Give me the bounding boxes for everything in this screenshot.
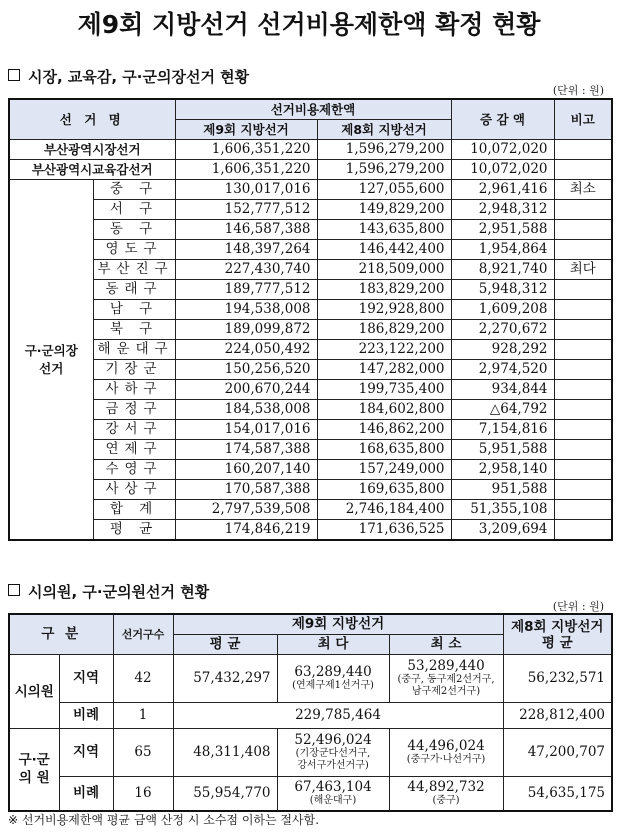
row-min-note-2: 남구제2선거구) <box>411 686 481 697</box>
row-ninth: 154,017,016 <box>175 420 317 440</box>
row-eighth: 169,635,800 <box>317 480 451 500</box>
row-ninth: 152,777,512 <box>175 200 317 220</box>
row-eighth: 157,249,000 <box>317 460 451 480</box>
section2-unit: (단위 : 원) <box>552 600 604 613</box>
row-eighth: 56,232,571 <box>503 655 612 703</box>
table-row <box>9 380 612 400</box>
section1-unit: (단위 : 원) <box>552 84 604 97</box>
row-name: 해운대구 <box>93 340 175 360</box>
checkbox-square-icon <box>8 584 20 596</box>
row-name: 영도구 <box>93 240 175 260</box>
row-note <box>554 340 612 360</box>
row-type: 비례 <box>59 703 113 729</box>
header-districts: 선거구수 <box>113 614 173 655</box>
row-name: 남 구 <box>93 300 175 320</box>
page-title <box>72 6 547 44</box>
header-max: 최 다 <box>277 635 389 655</box>
row-eighth: 54,635,175 <box>503 777 612 811</box>
table-header-row <box>9 99 612 120</box>
row-name: 부산광역시장선거 <box>9 140 175 160</box>
header-avg: 평 균 <box>173 635 277 655</box>
row-eighth: 186,829,200 <box>317 320 451 340</box>
table-row <box>9 240 612 260</box>
row-eighth: 1,596,279,200 <box>317 140 451 160</box>
row-eighth: 192,928,800 <box>317 300 451 320</box>
row-note <box>554 480 612 500</box>
row-ninth: 189,777,512 <box>175 280 317 300</box>
row-eighth: 184,602,800 <box>317 400 451 420</box>
row-ninth: 189,099,872 <box>175 320 317 340</box>
header-name: 선 거 명 <box>9 99 175 140</box>
group-label-line1: 구·군의장 <box>24 342 78 358</box>
section2-heading-text: 시의원, 구·군의원선거 현황 <box>28 583 210 601</box>
row-name: 금정구 <box>93 400 175 420</box>
row-note: 최다 <box>554 260 612 280</box>
table-row <box>9 320 612 340</box>
row-name: 연제구 <box>93 440 175 460</box>
row-change: 2,270,672 <box>451 320 554 340</box>
row-note <box>554 200 612 220</box>
table-row <box>9 777 612 811</box>
row-ninth: 184,538,008 <box>175 400 317 420</box>
table-row <box>9 703 612 729</box>
row-change: 10,072,020 <box>451 160 554 180</box>
row-min <box>389 655 503 703</box>
row-ninth: 227,430,740 <box>175 260 317 280</box>
row-max-note-1: (기장군다선거구, <box>295 748 371 759</box>
row-eighth: 183,829,200 <box>317 280 451 300</box>
row-count: 42 <box>113 655 173 703</box>
row-ninth: 1,606,351,220 <box>175 140 317 160</box>
row-min-value: 53,289,440 <box>407 658 485 674</box>
row-max-value: 63,289,440 <box>294 664 372 680</box>
row-change: 2,961,416 <box>451 180 554 200</box>
row-change: 2,948,312 <box>451 200 554 220</box>
row-change: 2,958,140 <box>451 460 554 480</box>
row-count: 1 <box>113 703 173 729</box>
row-note <box>554 440 612 460</box>
header-limit: 선거비용제한액 <box>175 99 451 120</box>
table-row <box>9 260 612 280</box>
row-change: 10,072,020 <box>451 140 554 160</box>
row-name: 사하구 <box>93 380 175 400</box>
row-name: 동래구 <box>93 280 175 300</box>
row-avg: 55,954,770 <box>173 777 277 811</box>
table-row <box>9 340 612 360</box>
row-eighth: 199,735,400 <box>317 380 451 400</box>
row-eighth: 47,200,707 <box>503 729 612 777</box>
row-ninth: 2,797,539,508 <box>175 500 317 520</box>
row-eighth: 143,635,800 <box>317 220 451 240</box>
row-min <box>389 777 503 811</box>
row-max <box>277 655 389 703</box>
row-note <box>554 380 612 400</box>
group-label-line2: 선거 <box>39 360 64 376</box>
row-min-value: 44,892,732 <box>407 778 485 795</box>
header-ninth: 제9회 지방선거 <box>173 614 503 635</box>
header-note: 비고 <box>554 99 612 140</box>
section2-heading <box>8 581 209 602</box>
row-note <box>554 240 612 260</box>
row-name: 수영구 <box>93 460 175 480</box>
row-note: 최소 <box>554 180 612 200</box>
table-row <box>9 655 612 703</box>
row-note <box>554 140 612 160</box>
header-min: 최 소 <box>389 635 503 655</box>
row-name: 사상구 <box>93 480 175 500</box>
row-note <box>554 420 612 440</box>
limit-table <box>8 98 613 541</box>
header-eighth-line2: 평 균 <box>541 634 573 651</box>
table-row <box>9 400 612 420</box>
group-gu-line2: 의 원 <box>18 770 50 787</box>
row-ninth: 170,587,388 <box>175 480 317 500</box>
row-change: 7,154,816 <box>451 420 554 440</box>
table-row <box>9 440 612 460</box>
row-count: 16 <box>113 777 173 811</box>
row-change: 2,951,588 <box>451 220 554 240</box>
table-row <box>9 360 612 380</box>
page-title-text: 제9회 지방선거 선거비용제한액 확정 현황 <box>77 10 541 39</box>
row-ninth: 174,587,388 <box>175 440 317 460</box>
table-row <box>9 460 612 480</box>
row-eighth: 168,635,800 <box>317 440 451 460</box>
row-max-note-2: 강서구가선거구) <box>297 760 369 771</box>
row-eighth: 228,812,400 <box>503 703 612 729</box>
row-name: 중 구 <box>93 180 175 200</box>
row-name: 부산진구 <box>93 260 175 280</box>
row-change: 8,921,740 <box>451 260 554 280</box>
row-min-note-1: (중구, 동구제2선거구, <box>397 674 495 685</box>
table-row <box>9 729 612 777</box>
row-note <box>554 280 612 300</box>
table-row <box>9 280 612 300</box>
row-ninth: 160,207,140 <box>175 460 317 480</box>
table-row <box>9 140 612 160</box>
row-change: 5,951,588 <box>451 440 554 460</box>
row-note <box>554 520 612 541</box>
row-name: 합 계 <box>93 500 175 520</box>
row-eighth: 127,055,600 <box>317 180 451 200</box>
row-max-value: 52,496,024 <box>294 732 372 748</box>
row-change: 928,292 <box>451 340 554 360</box>
row-eighth: 147,282,000 <box>317 360 451 380</box>
row-change: 2,974,520 <box>451 360 554 380</box>
row-name: 부산광역시교육감선거 <box>9 160 175 180</box>
row-ninth: 224,050,492 <box>175 340 317 360</box>
row-ninth: 150,256,520 <box>175 360 317 380</box>
table-row <box>9 220 612 240</box>
row-change: 51,355,108 <box>451 500 554 520</box>
row-eighth: 171,636,525 <box>317 520 451 541</box>
row-change: 951,588 <box>451 480 554 500</box>
group-label <box>9 180 93 541</box>
row-ninth: 174,846,219 <box>175 520 317 541</box>
row-type: 지역 <box>59 729 113 777</box>
row-note <box>554 460 612 480</box>
row-eighth: 223,122,200 <box>317 340 451 360</box>
row-type: 지역 <box>59 655 113 703</box>
row-name: 서 구 <box>93 200 175 220</box>
row-name: 동 구 <box>93 220 175 240</box>
row-eighth: 146,862,200 <box>317 420 451 440</box>
row-change: 1,609,208 <box>451 300 554 320</box>
row-note <box>554 320 612 340</box>
row-count: 65 <box>113 729 173 777</box>
council-table <box>8 613 613 812</box>
row-eighth: 149,829,200 <box>317 200 451 220</box>
group-city: 시의원 <box>9 655 59 729</box>
row-avg: 48,311,408 <box>173 729 277 777</box>
table-row <box>9 520 612 541</box>
row-ninth: 130,017,016 <box>175 180 317 200</box>
footnote: ※ 선거비용제한액 평균 금액 산정 시 소수점 이하는 절사함. <box>8 813 320 827</box>
table-row <box>9 300 612 320</box>
row-max <box>277 729 389 777</box>
row-name: 평 균 <box>93 520 175 541</box>
header-eighth-line1: 제8회 지방선거 <box>511 618 604 635</box>
row-min-note: (중구) <box>432 794 460 806</box>
row-ninth: 148,397,264 <box>175 240 317 260</box>
row-note <box>554 360 612 380</box>
row-max <box>277 777 389 811</box>
group-gu <box>9 729 59 811</box>
checkbox-square-icon <box>8 69 20 81</box>
table-row <box>9 180 612 200</box>
table-row <box>9 420 612 440</box>
header-change: 증 감 액 <box>451 99 554 140</box>
row-max-value: 67,463,104 <box>294 778 372 795</box>
row-name: 강서구 <box>93 420 175 440</box>
header-eighth <box>503 614 612 655</box>
row-eighth: 1,596,279,200 <box>317 160 451 180</box>
section1-heading <box>8 66 249 87</box>
table-header-row <box>9 614 612 635</box>
header-ninth: 제9회 지방선거 <box>175 120 317 140</box>
group-gu-line1: 구·군 <box>18 752 50 769</box>
row-change: 934,844 <box>451 380 554 400</box>
row-ninth: 1,606,351,220 <box>175 160 317 180</box>
row-value: 229,785,464 <box>173 703 503 729</box>
table-row <box>9 160 612 180</box>
row-max-note: (연제구제1선거구) <box>292 680 374 691</box>
table-row <box>9 200 612 220</box>
row-eighth: 2,746,184,400 <box>317 500 451 520</box>
row-note <box>554 400 612 420</box>
row-min <box>389 729 503 777</box>
row-eighth: 146,442,400 <box>317 240 451 260</box>
row-avg: 57,432,297 <box>173 655 277 703</box>
page-title-wrap <box>0 6 618 44</box>
table-row <box>9 500 612 520</box>
row-note <box>554 500 612 520</box>
row-ninth: 200,670,244 <box>175 380 317 400</box>
row-change: 5,948,312 <box>451 280 554 300</box>
row-eighth: 218,509,000 <box>317 260 451 280</box>
table-row <box>9 480 612 500</box>
row-note <box>554 300 612 320</box>
row-name: 기장군 <box>93 360 175 380</box>
row-max-note: (해운대구) <box>309 794 357 806</box>
row-ninth: 194,538,008 <box>175 300 317 320</box>
header-eighth: 제8회 지방선거 <box>317 120 451 140</box>
row-name: 북 구 <box>93 320 175 340</box>
row-ninth: 146,587,388 <box>175 220 317 240</box>
row-type: 비례 <box>59 777 113 811</box>
row-change: 3,209,694 <box>451 520 554 541</box>
row-min-value: 44,496,024 <box>407 738 485 754</box>
header-category: 구 분 <box>9 614 113 655</box>
row-note <box>554 160 612 180</box>
row-min-note: (중구가·나선거구) <box>406 754 486 765</box>
row-change: △64,792 <box>451 400 554 420</box>
section1-heading-text: 시장, 교육감, 구·군의장선거 현황 <box>28 68 250 86</box>
row-change: 1,954,864 <box>451 240 554 260</box>
row-note <box>554 220 612 240</box>
